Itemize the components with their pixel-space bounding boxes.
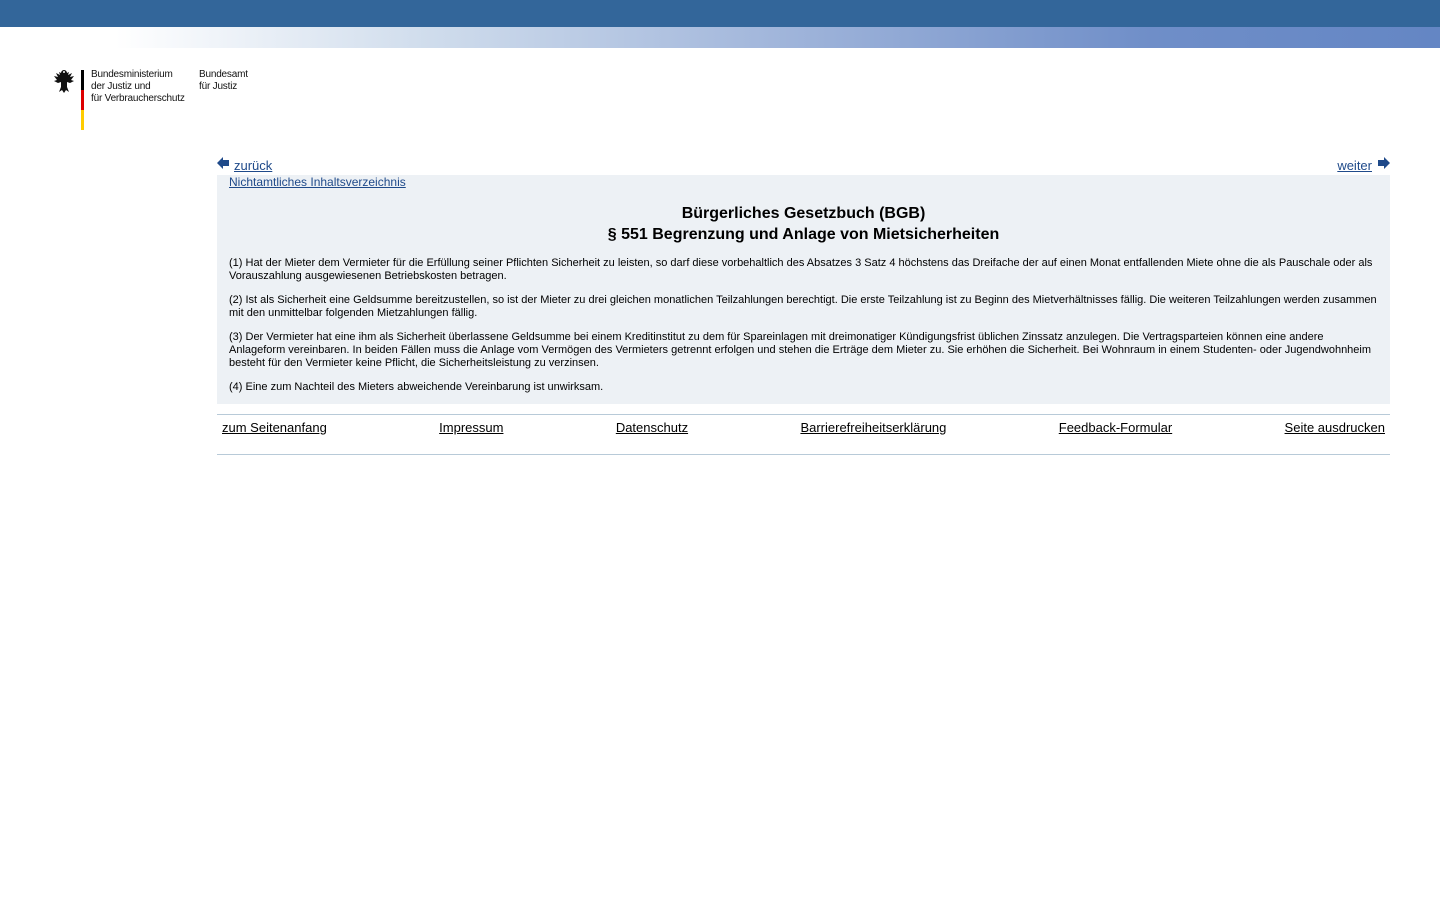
- arrow-right-icon[interactable]: [1378, 156, 1390, 170]
- flag-stripe: [81, 70, 84, 130]
- law-paragraphs: [229, 257, 1378, 394]
- toc-link[interactable]: Nichtamtliches Inhaltsverzeichnis: [229, 175, 406, 189]
- amt-line: für Justiz: [199, 81, 238, 92]
- section-title: § 551 Begrenzung und Anlage von Mietsicherheiten: [607, 226, 1000, 243]
- paragraph: (4) Eine zum Nachteil des Mieters abweichende Vereinbarung ist unwirksam.: [229, 381, 604, 393]
- gradient-bar: [0, 27, 1440, 48]
- federal-eagle-icon: [53, 68, 75, 94]
- main-content: [217, 153, 1390, 455]
- footer-link-impressum[interactable]: Impressum: [439, 420, 504, 435]
- footer-link-accessibility[interactable]: Barrierefreiheitserklärung: [800, 420, 947, 435]
- law-title: Bürgerliches Gesetzbuch (BGB): [681, 205, 926, 222]
- next-link[interactable]: weiter: [1337, 158, 1372, 173]
- footer-link-top[interactable]: zum Seitenanfang: [222, 420, 327, 435]
- back-link[interactable]: zurück: [234, 158, 273, 173]
- ministry-line: für Verbraucherschutz: [91, 93, 185, 104]
- back-nav[interactable]: [217, 156, 272, 173]
- paragraph: (3) Der Vermieter hat eine ihm als Sicherheit überlassene Geldsumme bei einem Kreditinstitut zu dem für Spareinlagen mit dreimonatiger Kündigungsfrist üblichen Zinssatz anzulegen. Die Vertragsparteien können eine andere Anlageform vereinbaren. In beiden Fällen muss die Anlage vom Vermögen des Vermieters getrennt erfolgen und stehen die Erträge dem Mieter zu. Sie erhöhen die Sicherheit. Bei Wohnraum in einem Studenten- oder Jugendwohnheim besteht für den Vermieter keine Pflicht, die Sicherheitsleistung zu verzinsen.: [229, 331, 1372, 369]
- footer-link-feedback[interactable]: Feedback-Formular: [1058, 420, 1173, 435]
- page-title: [229, 203, 1378, 245]
- footer-link-datenschutz[interactable]: Datenschutz: [615, 420, 689, 435]
- ministry-line: der Justiz und: [91, 81, 151, 92]
- paragraph: (1) Hat der Mieter dem Vermieter für die Erfüllung seiner Pflichten Sicherheit zu leisten, so darf diese vorbehaltlich des Absatzes 3 Satz 4 höchstens das Dreifache der auf einen Monat entfallenden Miete ohne die als Pauschale oder als Vorauszahlung ausgewiesenen Betriebskosten betragen.: [229, 257, 1373, 282]
- page-navigation: [217, 153, 1390, 175]
- law-text-box: [217, 175, 1390, 404]
- arrow-left-icon[interactable]: [217, 156, 229, 170]
- footer-links: [217, 414, 1390, 455]
- ministry-name: [91, 69, 185, 105]
- top-bar: [0, 0, 1440, 27]
- next-nav[interactable]: [1337, 156, 1390, 173]
- ministry-line: Bundesministerium: [91, 69, 173, 80]
- footer-link-print[interactable]: Seite ausdrucken: [1284, 420, 1385, 435]
- ministry-logo[interactable]: [53, 68, 273, 132]
- paragraph: (2) Ist als Sicherheit eine Geldsumme bereitzustellen, so ist der Mieter zu drei gleichen monatlichen Teilzahlungen berechtigt. Die erste Teilzahlung ist zu Beginn des Mietverhältnisses fällig. Die weiteren Teilzahlungen werden zusammen mit den unmittelbar folgenden Mietzahlungen fällig.: [229, 294, 1377, 319]
- amt-line: Bundesamt: [199, 69, 248, 80]
- bundesamt-name: [199, 69, 248, 93]
